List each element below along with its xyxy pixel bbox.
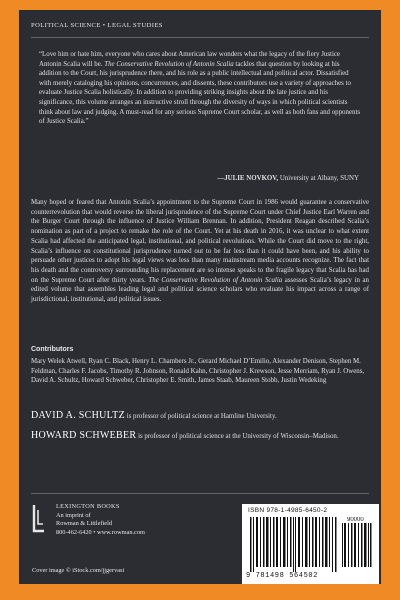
quote-text-2: tackles that question by looking at his addition to the Court, his jurisprudence there, and his role as a public intellectual and political actor. Dissatisfied with merely cataloging his opinions, concurrences, and dissents, these contributors use a variety of approaches to evaluate Justice Scalia holistically. In addition to providing striking insights about the late justice and his significance, this volume arranges an instructive stroll through the diversity of ways in which political scientists think about law and judging. A must-read for any serious Supreme Court scholar, as well as both fans and opponents of Justice Scalia.”	[39, 60, 361, 126]
back-cover-panel	[19, 10, 381, 584]
ean-number: 9 781498 564502	[246, 572, 319, 580]
publisher-info	[56, 503, 145, 537]
endorsement-quote	[39, 50, 361, 127]
quote-affiliation: University at Albany, SUNY	[278, 175, 359, 182]
publisher-logo-icon	[32, 504, 46, 534]
publisher-imprint-1: An imprint of	[56, 511, 91, 519]
editor-bio-2	[31, 431, 369, 442]
price-code: 90000	[347, 517, 364, 523]
contributors-list: Mary Welek Atwell, Ryan C. Black, Henry L. Chambers Jr., Gerard Michael D’Emilio, Alexander Denison, Stephen M. Feldman, Charles F. Jacobs, Timothy R. Johnson, Ronald Kahn, Christopher J. Krewson, Jesse Merriam, Ryan J. Owens, David A. Schultz, Howard Schweber, Christopher E. Smith, James Staab, Maureen Stobb, Justin Wedeking	[31, 358, 365, 385]
publisher-contact: 800-462-6420 • www.rowman.com	[56, 528, 145, 536]
barcode-icon	[248, 517, 374, 572]
isbn-label: ISBN 978-1-4985-6450-2	[248, 507, 328, 514]
quote-text-1: “Love him or hate him, everyone who cares about American law wonders what the legacy of the fiery Justice Antonin Scalia will be.	[39, 51, 340, 68]
editor-text-1: is professor of political science at Hamline University.	[124, 413, 277, 420]
publisher-imprint-2: Rowman & Littlefield	[56, 520, 112, 528]
desc-book-title: The Conservative Revolution of Antonin Scalia	[148, 276, 283, 284]
desc-text-1: Many hoped or feared that Antonin Scalia’s appointment to the Supreme Court in 1986 would guarantee a conservative counterrevolution that would reverse the liberal jurisprudence of the Supreme Court under Chief Justice Earl Warren and the Burger Court through the influence of Justice William Brennan. In addition, President Reagan described Scalia’s nomination as part of a project to remake the role of the Court. Yet at his death in 2016, it was unclear to what extent Scalia had affected the anticipated legal, institutional, and political revolutions. While the Court did move to the right, Scalia’s influence on constitutional jurisprudence turned out to be far less than it could have been, and his ability to persuade other justices to adopt his legal views was less than many mainstream media accounts recognize. The fact that his death and the controversy surrounding his replacement are so intense speaks to the fragile legacy that Scalia has had on the Supreme Court after thirty years.	[31, 199, 369, 284]
editor-name-1: DAVID A. SCHULTZ	[31, 410, 125, 421]
editor-name-2: HOWARD SCHWEBER	[31, 430, 137, 441]
editor-bio-1	[31, 410, 369, 421]
editor-text-2: is professor of political science at the University of Wisconsin–Madison.	[136, 433, 339, 440]
publisher-name: LEXINGTON BOOKS	[56, 503, 120, 510]
cover-credit: Cover image © iStock.com/jjgervasi	[32, 567, 125, 574]
quote-book-title: The Conservative Revolution of Antonin Scalia	[104, 60, 234, 68]
barcode-area	[242, 504, 379, 584]
quote-attribution	[217, 175, 359, 182]
subject-header: POLITICAL SCIENCE • LEGAL STUDIES	[31, 22, 163, 29]
desc-text-2: assesses Scalia’s legacy in an edited volume that assembles leading legal and political science scholars who evaluate his impact across a range of jurisdictional, institutional, and political issues.	[31, 276, 369, 304]
contributors-heading: Contributors	[31, 346, 74, 353]
book-description	[31, 198, 369, 305]
divider-top	[31, 37, 369, 38]
quote-author: —JULIE NOVKOV,	[217, 175, 279, 182]
divider-bottom	[31, 493, 369, 494]
